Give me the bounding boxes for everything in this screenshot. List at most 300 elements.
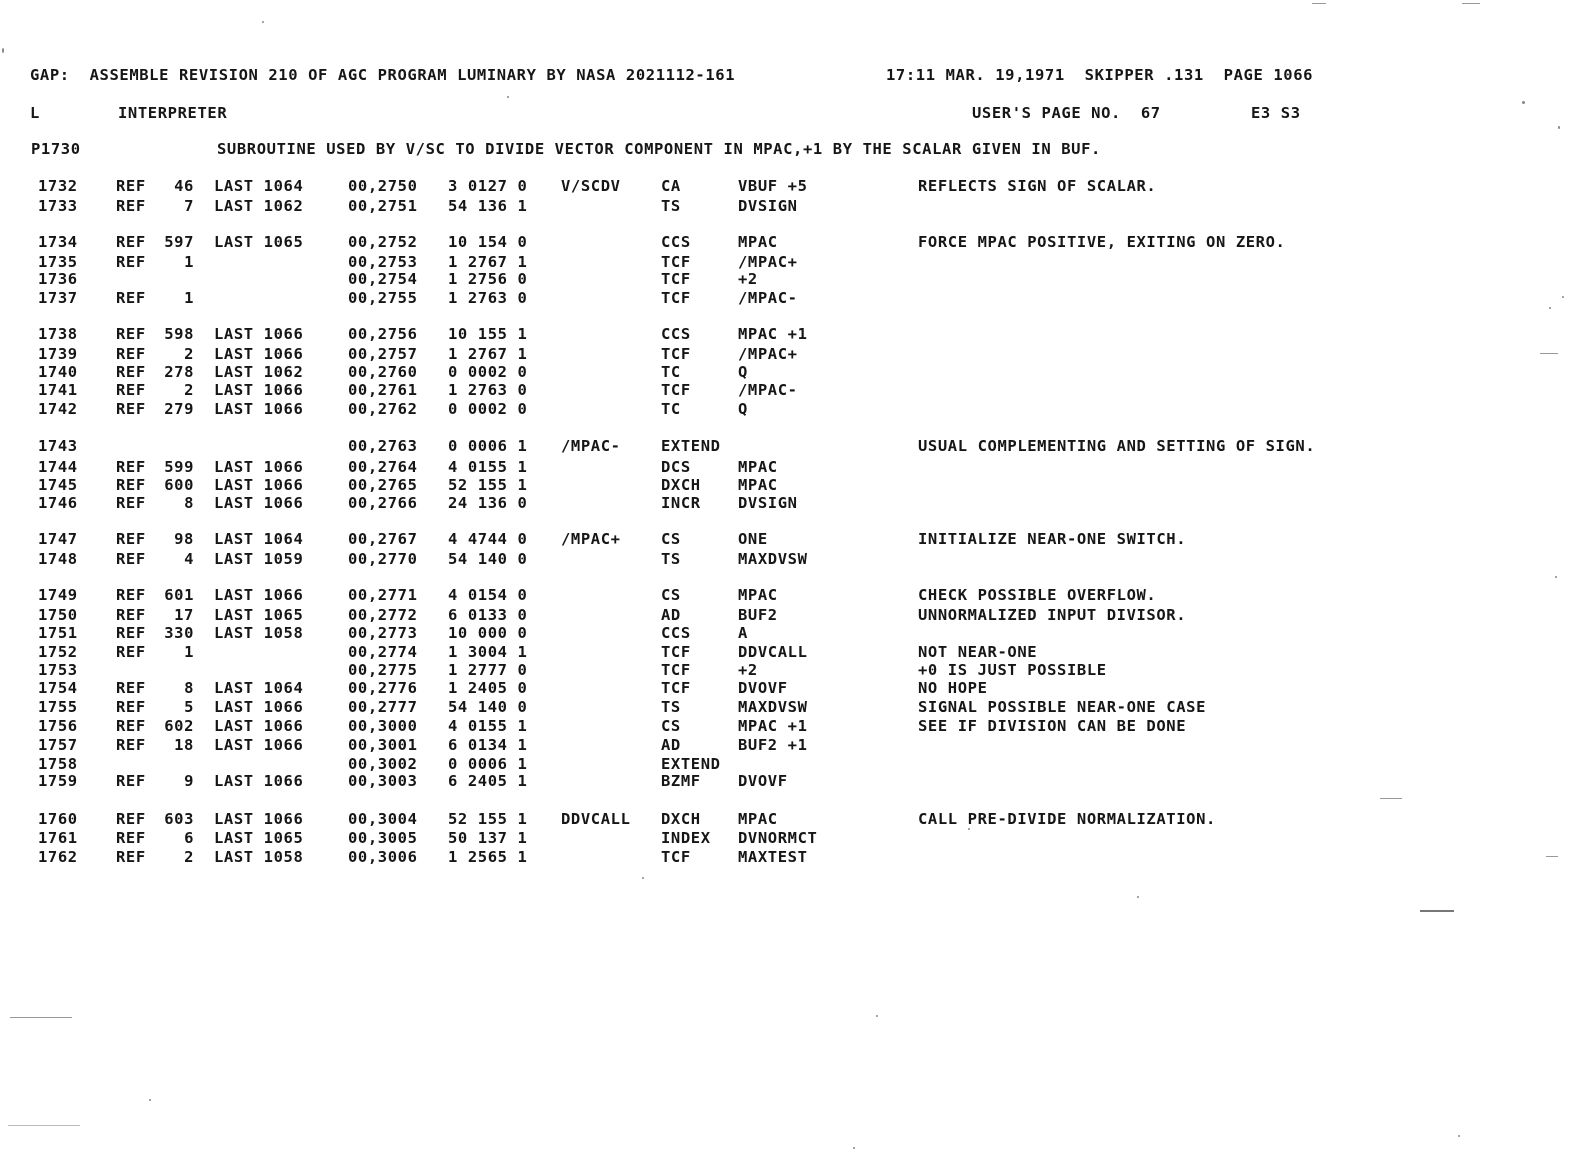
- object-code: 54 136 1: [448, 197, 528, 215]
- last-ref: LAST 1065: [214, 606, 304, 624]
- ref-keyword: REF: [116, 494, 146, 512]
- listing-row: [0, 606, 1582, 625]
- object-code: 52 155 1: [448, 810, 528, 828]
- address: 00,2772: [348, 606, 418, 624]
- last-ref: LAST 1066: [214, 772, 304, 790]
- object-code: 1 2763 0: [448, 381, 528, 399]
- listing-row: [0, 530, 1582, 549]
- ref-keyword: REF: [116, 848, 146, 866]
- line-number: 1747: [38, 530, 78, 548]
- comment: INITIALIZE NEAR-ONE SWITCH.: [918, 530, 1187, 548]
- scan-speck: [262, 21, 264, 23]
- object-code: 4 0155 1: [448, 458, 528, 476]
- line-number: 1759: [38, 772, 78, 790]
- scan-speck: [1549, 307, 1551, 309]
- address: 00,2761: [348, 381, 418, 399]
- object-code: 1 2763 0: [448, 289, 528, 307]
- line-number: 1756: [38, 717, 78, 735]
- address: 00,2760: [348, 363, 418, 381]
- opcode: CCS: [661, 624, 691, 642]
- line-number: 1742: [38, 400, 78, 418]
- last-ref: LAST 1066: [214, 810, 304, 828]
- scan-speck: [149, 1099, 151, 1101]
- ref-keyword: REF: [116, 325, 146, 343]
- opcode: INDEX: [661, 829, 711, 847]
- line-number: 1745: [38, 476, 78, 494]
- listing-row: [0, 736, 1582, 755]
- ref-keyword: REF: [116, 586, 146, 604]
- last-ref: LAST 1062: [214, 197, 304, 215]
- ref-keyword: REF: [116, 643, 146, 661]
- operand: +2: [738, 661, 758, 679]
- ref-count: 9: [184, 772, 194, 790]
- opcode: AD: [661, 606, 681, 624]
- object-code: 54 140 0: [448, 550, 528, 568]
- scan-mark: [1540, 353, 1558, 354]
- object-code: 4 4744 0: [448, 530, 528, 548]
- last-ref: LAST 1066: [214, 698, 304, 716]
- ref-count: 8: [184, 494, 194, 512]
- listing-row: [0, 810, 1582, 829]
- address: 00,2765: [348, 476, 418, 494]
- listing-row: [0, 661, 1582, 680]
- scan-speck: [876, 1015, 878, 1017]
- last-ref: LAST 1066: [214, 736, 304, 754]
- last-ref: LAST 1066: [214, 400, 304, 418]
- last-ref: LAST 1066: [214, 325, 304, 343]
- opcode: DCS: [661, 458, 691, 476]
- line-number: 1741: [38, 381, 78, 399]
- ref-keyword: REF: [116, 606, 146, 624]
- last-ref: LAST 1066: [214, 717, 304, 735]
- line-number: 1761: [38, 829, 78, 847]
- last-ref: LAST 1065: [214, 233, 304, 251]
- scan-speck: [853, 1147, 855, 1149]
- listing-row: [0, 325, 1582, 344]
- scan-mark: [1420, 910, 1454, 912]
- address: 00,2753: [348, 253, 418, 271]
- line-number: 1751: [38, 624, 78, 642]
- ref-keyword: REF: [116, 829, 146, 847]
- operand: /MPAC+: [738, 253, 798, 271]
- last-ref: LAST 1058: [214, 624, 304, 642]
- ref-keyword: REF: [116, 458, 146, 476]
- operand: Q: [738, 400, 748, 418]
- last-ref: LAST 1064: [214, 679, 304, 697]
- scan-mark: [1380, 798, 1402, 799]
- address: 00,3004: [348, 810, 418, 828]
- object-code: 6 2405 1: [448, 772, 528, 790]
- opcode: TCF: [661, 270, 691, 288]
- comment: +0 IS JUST POSSIBLE: [918, 661, 1107, 679]
- line-number: 1732: [38, 177, 78, 195]
- opcode: CCS: [661, 233, 691, 251]
- comment: FORCE MPAC POSITIVE, EXITING ON ZERO.: [918, 233, 1286, 251]
- ref-count: 17: [174, 606, 194, 624]
- line-number: 1746: [38, 494, 78, 512]
- object-code: 54 140 0: [448, 698, 528, 716]
- operand: /MPAC-: [738, 289, 798, 307]
- opcode: DXCH: [661, 810, 701, 828]
- ref-count: 6: [184, 829, 194, 847]
- operand: MPAC +1: [738, 325, 808, 343]
- scan-speck: [1555, 576, 1557, 578]
- opcode: TCF: [661, 345, 691, 363]
- listing-row: [0, 400, 1582, 419]
- operand: ONE: [738, 530, 768, 548]
- last-ref: LAST 1062: [214, 363, 304, 381]
- scan-speck: [642, 877, 644, 879]
- line-number: 1753: [38, 661, 78, 679]
- last-ref: LAST 1066: [214, 586, 304, 604]
- listing-row: [0, 848, 1582, 867]
- listing-row: [0, 177, 1582, 196]
- listing-row: [0, 698, 1582, 717]
- listing-row: [0, 197, 1582, 216]
- address: 00,2750: [348, 177, 418, 195]
- page-reference: P1730: [31, 140, 81, 158]
- ref-count: 1: [184, 643, 194, 661]
- comment: REFLECTS SIGN OF SCALAR.: [918, 177, 1157, 195]
- subroutine-description: SUBROUTINE USED BY V/SC TO DIVIDE VECTOR COMPONENT IN MPAC,+1 BY THE SCALAR GIVEN IN BUF.: [217, 140, 1101, 158]
- object-code: 0 0006 1: [448, 437, 528, 455]
- ref-keyword: REF: [116, 253, 146, 271]
- ref-count: 601: [164, 586, 194, 604]
- listing-row: [0, 586, 1582, 605]
- scan-mark: [1546, 856, 1558, 857]
- ref-keyword: REF: [116, 197, 146, 215]
- ref-count: 4: [184, 550, 194, 568]
- opcode: CS: [661, 530, 681, 548]
- address: 00,2754: [348, 270, 418, 288]
- opcode: BZMF: [661, 772, 701, 790]
- address: 00,2775: [348, 661, 418, 679]
- ref-count: 2: [184, 381, 194, 399]
- ref-count: 1: [184, 253, 194, 271]
- ref-count: 98: [174, 530, 194, 548]
- address: 00,3006: [348, 848, 418, 866]
- address: 00,2773: [348, 624, 418, 642]
- listing-row: [0, 772, 1582, 791]
- address: 00,2757: [348, 345, 418, 363]
- operand: MAXDVSW: [738, 550, 808, 568]
- last-ref: LAST 1066: [214, 476, 304, 494]
- opcode: TS: [661, 197, 681, 215]
- object-code: 10 155 1: [448, 325, 528, 343]
- ref-keyword: REF: [116, 772, 146, 790]
- listing-row: [0, 624, 1582, 643]
- ref-count: 330: [164, 624, 194, 642]
- object-code: 24 136 0: [448, 494, 528, 512]
- operand: MPAC: [738, 233, 778, 251]
- object-code: 1 3004 1: [448, 643, 528, 661]
- comment: NO HOPE: [918, 679, 988, 697]
- ref-keyword: REF: [116, 233, 146, 251]
- ref-count: 599: [164, 458, 194, 476]
- object-code: 0 0006 1: [448, 755, 528, 773]
- operand: A: [738, 624, 748, 642]
- comment: USUAL COMPLEMENTING AND SETTING OF SIGN.: [918, 437, 1316, 455]
- ref-count: 5: [184, 698, 194, 716]
- opcode: CS: [661, 717, 681, 735]
- symbol-label: V/SCDV: [561, 177, 621, 195]
- ref-keyword: REF: [116, 550, 146, 568]
- operand: Q: [738, 363, 748, 381]
- line-number: 1739: [38, 345, 78, 363]
- address: 00,2774: [348, 643, 418, 661]
- log-section-letter: L: [30, 104, 40, 122]
- opcode: TS: [661, 698, 681, 716]
- line-number: 1737: [38, 289, 78, 307]
- ref-keyword: REF: [116, 736, 146, 754]
- line-number: 1749: [38, 586, 78, 604]
- ref-count: 46: [174, 177, 194, 195]
- opcode: TC: [661, 363, 681, 381]
- object-code: 6 0133 0: [448, 606, 528, 624]
- comment: SEE IF DIVISION CAN BE DONE: [918, 717, 1187, 735]
- last-ref: LAST 1066: [214, 458, 304, 476]
- ref-count: 278: [164, 363, 194, 381]
- line-number: 1744: [38, 458, 78, 476]
- opcode: TCF: [661, 661, 691, 679]
- line-number: 1738: [38, 325, 78, 343]
- line-number: 1735: [38, 253, 78, 271]
- listing-row: [0, 550, 1582, 569]
- object-code: 10 154 0: [448, 233, 528, 251]
- address: 00,2752: [348, 233, 418, 251]
- ref-keyword: REF: [116, 698, 146, 716]
- address: 00,2766: [348, 494, 418, 512]
- scan-speck: [1458, 1135, 1460, 1137]
- object-code: 6 0134 1: [448, 736, 528, 754]
- scan-speck: [2, 48, 4, 53]
- object-code: 52 155 1: [448, 476, 528, 494]
- line-number: 1743: [38, 437, 78, 455]
- opcode: TCF: [661, 848, 691, 866]
- line-number: 1760: [38, 810, 78, 828]
- ref-count: 279: [164, 400, 194, 418]
- ref-count: 600: [164, 476, 194, 494]
- scan-mark: [1312, 3, 1326, 4]
- ref-count: 603: [164, 810, 194, 828]
- line-number: 1750: [38, 606, 78, 624]
- opcode: TCF: [661, 679, 691, 697]
- address: 00,3005: [348, 829, 418, 847]
- listing-row: [0, 476, 1582, 495]
- ref-keyword: REF: [116, 530, 146, 548]
- address: 00,2755: [348, 289, 418, 307]
- address: 00,2771: [348, 586, 418, 604]
- address: 00,2751: [348, 197, 418, 215]
- listing-row: [0, 381, 1582, 400]
- symbol-label: /MPAC-: [561, 437, 621, 455]
- address: 00,2770: [348, 550, 418, 568]
- operand: VBUF +5: [738, 177, 808, 195]
- symbol-label: DDVCALL: [561, 810, 631, 828]
- address: 00,2762: [348, 400, 418, 418]
- scan-speck: [1562, 296, 1564, 298]
- ref-count: 1: [184, 289, 194, 307]
- operand: +2: [738, 270, 758, 288]
- scan-mark: [10, 1017, 72, 1018]
- ref-keyword: REF: [116, 717, 146, 735]
- operand: DVOVF: [738, 679, 788, 697]
- comment: UNNORMALIZED INPUT DIVISOR.: [918, 606, 1187, 624]
- comment: SIGNAL POSSIBLE NEAR-ONE CASE: [918, 698, 1207, 716]
- listing-row: [0, 717, 1582, 736]
- operand: BUF2 +1: [738, 736, 808, 754]
- operand: DVSIGN: [738, 197, 798, 215]
- object-code: 1 2767 1: [448, 253, 528, 271]
- operand: /MPAC+: [738, 345, 798, 363]
- ref-keyword: REF: [116, 679, 146, 697]
- line-number: 1733: [38, 197, 78, 215]
- address: 00,3003: [348, 772, 418, 790]
- listing-row: [0, 345, 1582, 364]
- ref-keyword: REF: [116, 345, 146, 363]
- opcode: TCF: [661, 253, 691, 271]
- scan-mark: [8, 1125, 80, 1126]
- last-ref: LAST 1066: [214, 494, 304, 512]
- last-ref: LAST 1066: [214, 381, 304, 399]
- ref-count: 597: [164, 233, 194, 251]
- object-code: 0 0002 0: [448, 400, 528, 418]
- ref-keyword: REF: [116, 400, 146, 418]
- listing-row: [0, 829, 1582, 848]
- object-code: 4 0155 1: [448, 717, 528, 735]
- ref-keyword: REF: [116, 810, 146, 828]
- last-ref: LAST 1066: [214, 345, 304, 363]
- object-code: 50 137 1: [448, 829, 528, 847]
- assembly-timestamp-page: 17:11 MAR. 19,1971 SKIPPER .131 PAGE 1066: [886, 66, 1314, 84]
- scan-mark: [1462, 3, 1480, 4]
- scan-speck: [507, 96, 509, 98]
- line-number: 1755: [38, 698, 78, 716]
- address: 00,3001: [348, 736, 418, 754]
- opcode: EXTEND: [661, 437, 721, 455]
- operand: MAXTEST: [738, 848, 808, 866]
- address: 00,2764: [348, 458, 418, 476]
- object-code: 0 0002 0: [448, 363, 528, 381]
- line-number: 1740: [38, 363, 78, 381]
- comment: NOT NEAR-ONE: [918, 643, 1038, 661]
- ref-count: 18: [174, 736, 194, 754]
- operand: MPAC +1: [738, 717, 808, 735]
- listing-row: [0, 289, 1582, 308]
- listing-row: [0, 458, 1582, 477]
- line-number: 1757: [38, 736, 78, 754]
- users-page-number: USER'S PAGE NO. 67: [972, 104, 1161, 122]
- scan-speck: [1522, 101, 1525, 104]
- line-number: 1752: [38, 643, 78, 661]
- assembly-title: GAP: ASSEMBLE REVISION 210 OF AGC PROGRAM LUMINARY BY NASA 2021112-161: [30, 66, 736, 84]
- opcode: TCF: [661, 643, 691, 661]
- scan-speck: [968, 828, 970, 830]
- operand: /MPAC-: [738, 381, 798, 399]
- operand: MAXDVSW: [738, 698, 808, 716]
- ref-keyword: REF: [116, 381, 146, 399]
- opcode: CA: [661, 177, 681, 195]
- symbol-label: /MPAC+: [561, 530, 621, 548]
- ref-keyword: REF: [116, 289, 146, 307]
- line-number: 1754: [38, 679, 78, 697]
- ref-count: 2: [184, 345, 194, 363]
- ref-count: 8: [184, 679, 194, 697]
- ref-count: 602: [164, 717, 194, 735]
- address: 00,3002: [348, 755, 418, 773]
- listing-row: [0, 233, 1582, 252]
- last-ref: LAST 1059: [214, 550, 304, 568]
- listing-row: [0, 679, 1582, 698]
- address: 00,2763: [348, 437, 418, 455]
- line-number: 1758: [38, 755, 78, 773]
- comment: CALL PRE-DIVIDE NORMALIZATION.: [918, 810, 1216, 828]
- listing-row: [0, 494, 1582, 513]
- listing-row: [0, 437, 1582, 456]
- opcode: TC: [661, 400, 681, 418]
- object-code: 4 0154 0: [448, 586, 528, 604]
- object-code: 1 2777 0: [448, 661, 528, 679]
- address: 00,3000: [348, 717, 418, 735]
- log-section-name: INTERPRETER: [118, 104, 228, 122]
- ref-count: 7: [184, 197, 194, 215]
- last-ref: LAST 1058: [214, 848, 304, 866]
- object-code: 10 000 0: [448, 624, 528, 642]
- line-number: 1736: [38, 270, 78, 288]
- ref-keyword: REF: [116, 624, 146, 642]
- address: 00,2777: [348, 698, 418, 716]
- scan-speck: [1558, 126, 1560, 129]
- sheet-code: E3 S3: [1251, 104, 1301, 122]
- operand: MPAC: [738, 810, 778, 828]
- opcode: TS: [661, 550, 681, 568]
- object-code: 1 2565 1: [448, 848, 528, 866]
- listing-row: [0, 270, 1582, 289]
- ref-keyword: REF: [116, 476, 146, 494]
- opcode: AD: [661, 736, 681, 754]
- operand: DDVCALL: [738, 643, 808, 661]
- operand: MPAC: [738, 476, 778, 494]
- opcode: CCS: [661, 325, 691, 343]
- opcode: DXCH: [661, 476, 701, 494]
- operand: BUF2: [738, 606, 778, 624]
- address: 00,2767: [348, 530, 418, 548]
- ref-keyword: REF: [116, 177, 146, 195]
- operand: DVSIGN: [738, 494, 798, 512]
- ref-keyword: REF: [116, 363, 146, 381]
- last-ref: LAST 1065: [214, 829, 304, 847]
- object-code: 1 2405 0: [448, 679, 528, 697]
- operand: MPAC: [738, 586, 778, 604]
- line-number: 1762: [38, 848, 78, 866]
- ref-count: 2: [184, 848, 194, 866]
- opcode: INCR: [661, 494, 701, 512]
- line-number: 1748: [38, 550, 78, 568]
- address: 00,2756: [348, 325, 418, 343]
- address: 00,2776: [348, 679, 418, 697]
- opcode: EXTEND: [661, 755, 721, 773]
- object-code: 3 0127 0: [448, 177, 528, 195]
- object-code: 1 2767 1: [448, 345, 528, 363]
- operand: DVOVF: [738, 772, 788, 790]
- listing-row: [0, 643, 1582, 662]
- last-ref: LAST 1064: [214, 530, 304, 548]
- scan-speck: [1137, 896, 1139, 898]
- opcode: TCF: [661, 381, 691, 399]
- operand: MPAC: [738, 458, 778, 476]
- ref-count: 598: [164, 325, 194, 343]
- listing-row: [0, 363, 1582, 382]
